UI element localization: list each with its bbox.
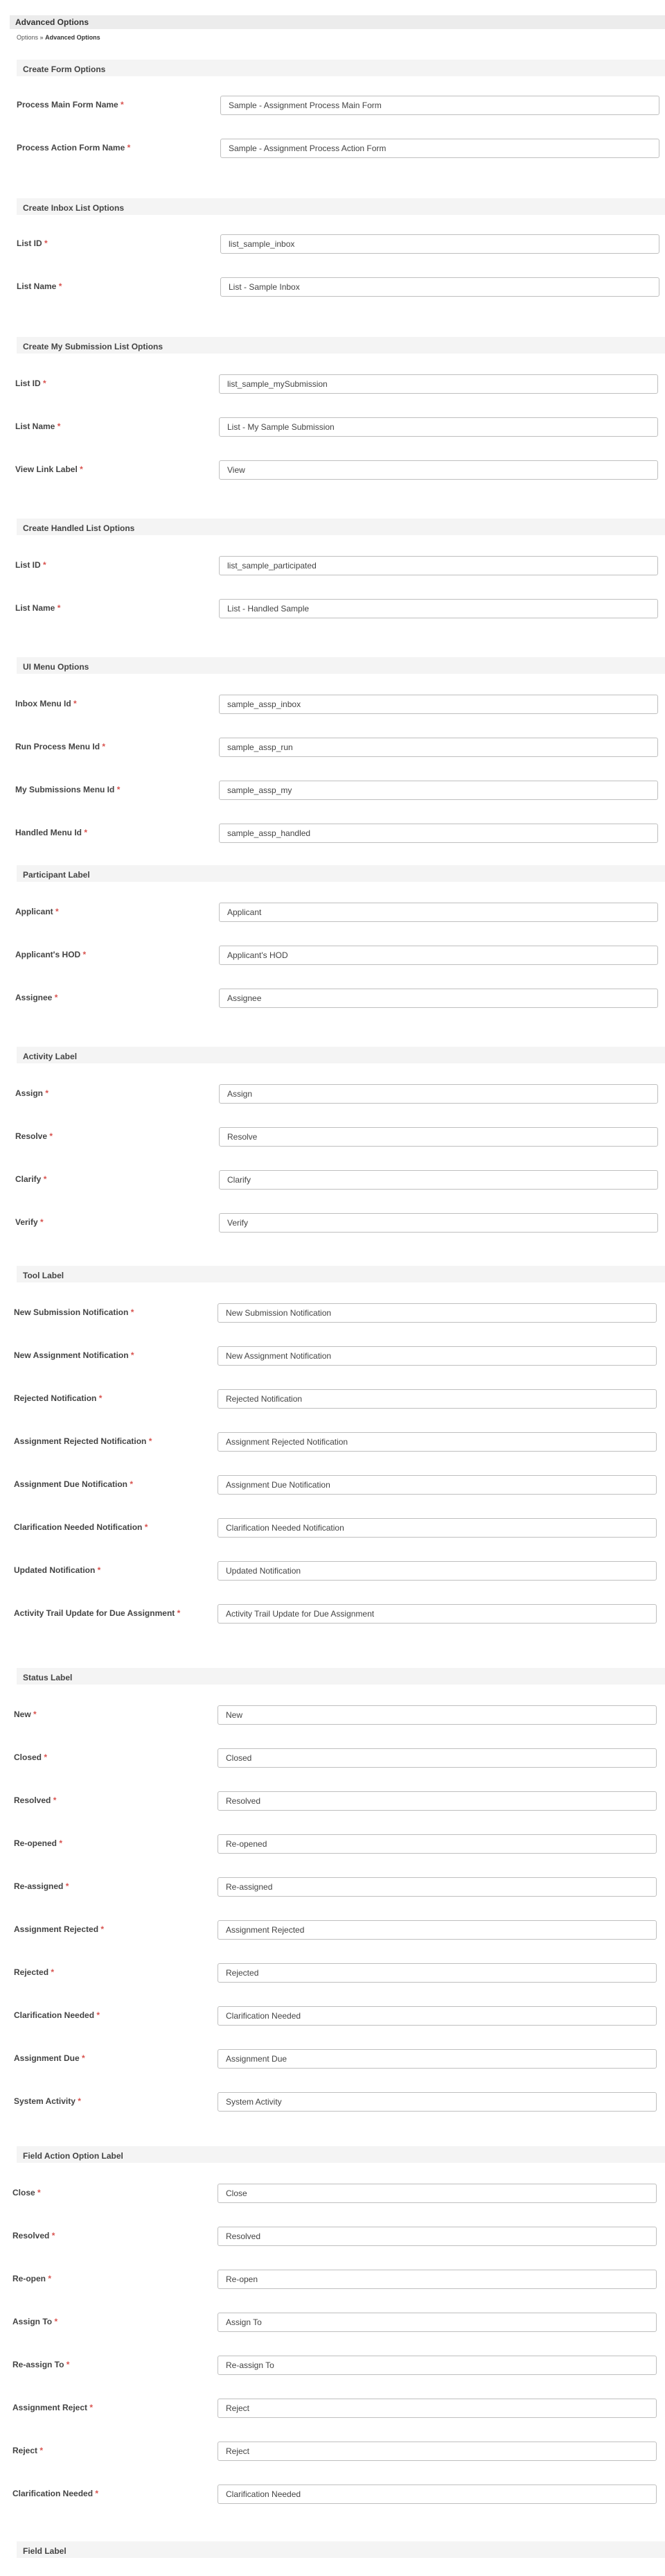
status-label-clarification-needed-input[interactable] — [218, 2006, 657, 2026]
field-action-option-label-clarification-needed-input[interactable] — [218, 2484, 657, 2504]
participant-label-applicant-input[interactable] — [219, 903, 658, 922]
required-marker: * — [37, 1217, 44, 1227]
section-header-field-label — [17, 2541, 665, 2558]
field-label-text: Rejected Notification — [14, 1393, 97, 1403]
ui-menu-options-handled-menu-id-input[interactable] — [219, 824, 658, 843]
field-label-text: Assignee — [15, 993, 53, 1002]
field-label-text: Rejected — [14, 1967, 49, 1977]
field-label-text: Assign To — [12, 2317, 53, 2326]
section-title: Field Label — [23, 2546, 66, 2556]
required-marker: * — [35, 2188, 41, 2198]
required-marker: * — [55, 421, 61, 431]
field-label-assignment-due — [14, 2053, 85, 2063]
field-label-re-assign-to — [12, 2360, 69, 2369]
field-label-resolved — [14, 1795, 56, 1805]
required-marker: * — [118, 100, 124, 110]
required-marker: * — [40, 378, 46, 388]
participant-label-assignee-input[interactable] — [219, 989, 658, 1008]
field-label-assign — [15, 1088, 48, 1098]
section-header-create-my-submission-list-options — [17, 337, 665, 354]
status-label-new-input[interactable] — [218, 1705, 657, 1725]
required-marker: * — [82, 828, 88, 837]
field-label-system-activity — [14, 2096, 81, 2106]
field-label-text: List ID — [15, 378, 41, 388]
field-label-text: Inbox Menu Id — [15, 699, 71, 708]
activity-label-verify-input[interactable] — [219, 1213, 658, 1233]
field-label-text: Clarify — [15, 1174, 42, 1184]
field-label-text: Applicant's HOD — [15, 950, 81, 959]
required-marker: * — [94, 2010, 100, 2020]
field-label-text: New — [14, 1709, 31, 1719]
participant-label-applicants-hod-input[interactable] — [219, 946, 658, 965]
field-label-activity-trail-update-for-due-assignment — [14, 1608, 180, 1618]
required-marker: * — [41, 1174, 47, 1184]
field-action-option-label-re-open-input[interactable] — [218, 2270, 657, 2289]
create-my-submission-list-options-list-id-input[interactable] — [219, 374, 658, 394]
field-label-text: New Assignment Notification — [14, 1350, 129, 1360]
tool-label-activity-trail-update-for-due-assignment-input[interactable] — [218, 1604, 657, 1624]
field-label-assignee — [15, 993, 57, 1002]
create-handled-list-options-list-id-input[interactable] — [219, 556, 658, 575]
section-header-participant-label — [17, 865, 665, 882]
field-label-text: Clarification Needed Notification — [14, 1522, 143, 1532]
field-action-option-label-re-assign-to-input[interactable] — [218, 2356, 657, 2375]
required-marker: * — [98, 1924, 105, 1934]
required-marker: * — [175, 1608, 181, 1618]
required-marker: * — [142, 1522, 148, 1532]
required-marker: * — [57, 1838, 63, 1848]
field-label-clarification-needed-notification — [14, 1522, 148, 1532]
section-header-field-action-option-label — [17, 2146, 665, 2163]
tool-label-new-assignment-notification-input[interactable] — [218, 1346, 657, 1366]
status-label-closed-input[interactable] — [218, 1748, 657, 1768]
required-marker: * — [128, 1307, 134, 1317]
field-label-new — [14, 1709, 37, 1719]
section-header-activity-label — [17, 1047, 665, 1063]
field-label-text: List Name — [17, 281, 57, 291]
field-label-handled-menu-id — [15, 828, 87, 837]
status-label-re-assigned-input[interactable] — [218, 1877, 657, 1897]
status-label-system-activity-input[interactable] — [218, 2092, 657, 2112]
field-label-process-action-form-name — [17, 143, 130, 153]
field-label-clarification-needed — [14, 2010, 100, 2020]
field-label-text: List Name — [15, 421, 55, 431]
field-action-option-label-resolved-input[interactable] — [218, 2227, 657, 2246]
status-label-assignment-rejected-input[interactable] — [218, 1920, 657, 1940]
field-label-assignment-rejected — [14, 1924, 104, 1934]
field-label-text: Assignment Due Notification — [14, 1479, 128, 1489]
section-header-create-form-options — [17, 60, 665, 76]
ui-menu-options-my-submissions-menu-id-input[interactable] — [219, 781, 658, 800]
field-label-updated-notification — [14, 1565, 100, 1575]
required-marker: * — [30, 1709, 37, 1719]
section-header-status-label — [17, 1668, 665, 1685]
field-label-new-assignment-notification — [14, 1350, 134, 1360]
create-handled-list-options-list-name-input[interactable] — [219, 599, 658, 618]
required-marker: * — [40, 560, 46, 570]
section-title: UI Menu Options — [23, 662, 89, 672]
section-header-ui-menu-options — [17, 657, 665, 674]
required-marker: * — [125, 143, 131, 153]
required-marker: * — [87, 2403, 94, 2412]
tool-label-updated-notification-input[interactable] — [218, 1561, 657, 1581]
required-marker: * — [100, 742, 106, 751]
required-marker: * — [47, 1131, 53, 1141]
create-inbox-list-options-list-name-input[interactable] — [220, 277, 659, 297]
field-label-text: List ID — [15, 560, 41, 570]
required-marker: * — [128, 1350, 134, 1360]
field-label-resolved — [12, 2231, 55, 2240]
create-inbox-list-options-list-id-input[interactable] — [220, 234, 659, 254]
required-marker: * — [80, 950, 87, 959]
field-label-text: Re-open — [12, 2274, 46, 2283]
field-label-text: Run Process Menu Id — [15, 742, 100, 751]
section-title: Participant Label — [23, 870, 90, 880]
field-label-text: Handled Menu Id — [15, 828, 82, 837]
field-label-text: List ID — [17, 238, 42, 248]
field-action-option-label-reject-input[interactable] — [218, 2442, 657, 2461]
status-label-resolved-input[interactable] — [218, 1791, 657, 1811]
field-label-assignment-reject — [12, 2403, 93, 2412]
required-marker: * — [51, 1795, 57, 1805]
breadcrumb-current: Advanced Options — [45, 34, 100, 41]
activity-label-resolve-input[interactable] — [219, 1127, 658, 1147]
section-title: Create My Submission List Options — [23, 342, 163, 351]
create-form-options-process-action-form-name-input[interactable] — [220, 139, 659, 158]
section-title: Activity Label — [23, 1052, 78, 1061]
field-label-reject — [12, 2446, 43, 2455]
field-label-text: Assignment Rejected — [14, 1924, 99, 1934]
field-label-assign-to — [12, 2317, 57, 2326]
required-marker: * — [95, 1565, 101, 1575]
field-label-my-submissions-menu-id — [15, 785, 120, 794]
required-marker: * — [37, 2446, 44, 2455]
create-my-submission-list-options-view-link-label-input[interactable] — [219, 460, 658, 480]
required-marker: * — [77, 464, 83, 474]
tool-label-rejected-notification-input[interactable] — [218, 1389, 657, 1409]
tool-label-clarification-needed-notification-input[interactable] — [218, 1518, 657, 1538]
field-label-list-name — [15, 421, 60, 431]
activity-label-clarify-input[interactable] — [219, 1170, 658, 1190]
field-label-text: Assignment Rejected Notification — [14, 1436, 147, 1446]
required-marker: * — [93, 2489, 99, 2498]
field-label-text: Activity Trail Update for Due Assignment — [14, 1608, 175, 1618]
section-title: Field Action Option Label — [23, 2151, 123, 2161]
field-action-option-label-close-input[interactable] — [218, 2184, 657, 2203]
field-label-process-main-form-name — [17, 100, 124, 110]
ui-menu-options-run-process-menu-id-input[interactable] — [219, 738, 658, 757]
field-label-list-id — [15, 378, 46, 388]
field-label-rejected — [14, 1967, 54, 1977]
required-marker: * — [127, 1479, 134, 1489]
required-marker: * — [75, 2096, 81, 2106]
activity-label-assign-input[interactable] — [219, 1084, 658, 1104]
field-label-text: My Submissions Menu Id — [15, 785, 115, 794]
field-label-inbox-menu-id — [15, 699, 77, 708]
field-label-text: Clarification Needed — [14, 2010, 95, 2020]
section-title: Tool Label — [23, 1271, 64, 1280]
status-label-rejected-input[interactable] — [218, 1963, 657, 1983]
section-title: Create Inbox List Options — [23, 203, 125, 213]
page-header — [10, 15, 665, 29]
required-marker: * — [48, 1967, 55, 1977]
field-label-text: Clarification Needed — [12, 2489, 94, 2498]
field-label-run-process-menu-id — [15, 742, 105, 751]
field-label-assignment-rejected-notification — [14, 1436, 152, 1446]
section-header-tool-label — [17, 1266, 665, 1282]
field-label-applicants-hod — [15, 950, 86, 959]
field-label-list-name — [17, 281, 62, 291]
field-label-applicant — [15, 907, 59, 916]
section-title: Create Handled List Options — [23, 523, 135, 533]
tool-label-new-submission-notification-input[interactable] — [218, 1303, 657, 1323]
required-marker: * — [63, 1881, 69, 1891]
field-label-clarify — [15, 1174, 46, 1184]
field-label-text: Assignment Reject — [12, 2403, 88, 2412]
required-marker: * — [46, 2274, 52, 2283]
required-marker: * — [146, 1436, 152, 1446]
field-label-clarification-needed — [12, 2489, 98, 2498]
field-label-close — [12, 2188, 41, 2198]
tool-label-assignment-due-notification-input[interactable] — [218, 1475, 657, 1495]
required-marker: * — [42, 238, 48, 248]
required-marker: * — [96, 1393, 103, 1403]
breadcrumb-options-link[interactable]: Options — [17, 34, 39, 41]
field-label-view-link-label — [15, 464, 83, 474]
required-marker: * — [55, 603, 61, 613]
field-label-text: View Link Label — [15, 464, 78, 474]
field-label-re-opened — [14, 1838, 62, 1848]
section-title: Status Label — [23, 1673, 73, 1682]
field-label-text: List Name — [15, 603, 55, 613]
required-marker: * — [43, 1088, 49, 1098]
field-label-text: Process Main Form Name — [17, 100, 118, 110]
page-title: Advanced Options — [15, 17, 89, 27]
required-marker: * — [114, 785, 121, 794]
field-label-rejected-notification — [14, 1393, 102, 1403]
required-marker: * — [52, 993, 58, 1002]
section-header-create-inbox-list-options — [17, 198, 665, 215]
section-title: Create Form Options — [23, 64, 106, 74]
field-label-list-id — [17, 238, 48, 248]
field-label-text: Re-assign To — [12, 2360, 64, 2369]
field-label-assignment-due-notification — [14, 1479, 133, 1489]
field-label-list-name — [15, 603, 60, 613]
field-label-text: Updated Notification — [14, 1565, 96, 1575]
field-label-text: Verify — [15, 1217, 38, 1227]
field-label-resolve — [15, 1131, 53, 1141]
field-label-re-open — [12, 2274, 51, 2283]
required-marker: * — [49, 2231, 55, 2240]
status-label-assignment-due-input[interactable] — [218, 2049, 657, 2069]
field-action-option-label-assignment-reject-input[interactable] — [218, 2399, 657, 2418]
field-label-text: Closed — [14, 1752, 42, 1762]
required-marker: * — [71, 699, 77, 708]
required-marker: * — [79, 2053, 85, 2063]
ui-menu-options-inbox-menu-id-input[interactable] — [219, 695, 658, 714]
tool-label-assignment-rejected-notification-input[interactable] — [218, 1432, 657, 1452]
field-label-text: Resolve — [15, 1131, 48, 1141]
required-marker: * — [56, 281, 62, 291]
field-label-text: Re-assigned — [14, 1881, 64, 1891]
field-label-text: Assign — [15, 1088, 44, 1098]
field-label-list-id — [15, 560, 46, 570]
required-marker: * — [52, 2317, 58, 2326]
field-label-text: Process Action Form Name — [17, 143, 125, 153]
required-marker: * — [53, 907, 59, 916]
field-label-text: Assignment Due — [14, 2053, 80, 2063]
field-label-text: Resolved — [12, 2231, 50, 2240]
field-label-text: Close — [12, 2188, 35, 2198]
field-action-option-label-assign-to-input[interactable] — [218, 2313, 657, 2332]
field-label-verify — [15, 1217, 44, 1227]
field-label-closed — [14, 1752, 47, 1762]
field-label-text: Reject — [12, 2446, 38, 2455]
field-label-text: Re-opened — [14, 1838, 57, 1848]
status-label-re-opened-input[interactable] — [218, 1834, 657, 1854]
create-form-options-process-main-form-name-input[interactable] — [220, 96, 659, 115]
breadcrumb-separator: » — [39, 34, 44, 41]
field-label-text: Applicant — [15, 907, 53, 916]
field-label-text: New Submission Notification — [14, 1307, 129, 1317]
section-header-create-handled-list-options — [17, 519, 665, 535]
required-marker: * — [64, 2360, 70, 2369]
field-label-re-assigned — [14, 1881, 69, 1891]
required-marker: * — [42, 1752, 48, 1762]
field-label-text: System Activity — [14, 2096, 76, 2106]
field-label-text: Resolved — [14, 1795, 51, 1805]
field-label-new-submission-notification — [14, 1307, 134, 1317]
create-my-submission-list-options-list-name-input[interactable] — [219, 417, 658, 437]
breadcrumb — [17, 34, 100, 41]
